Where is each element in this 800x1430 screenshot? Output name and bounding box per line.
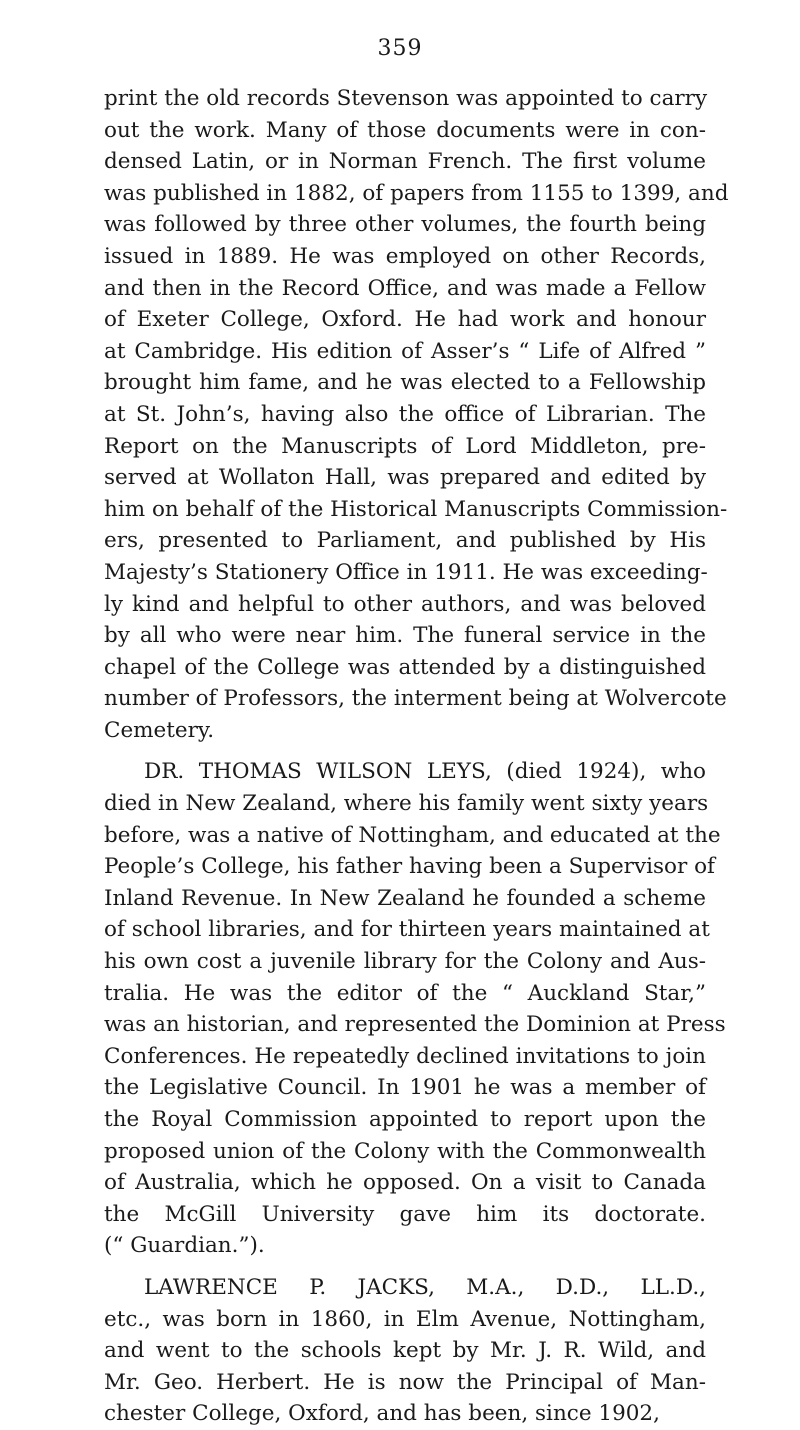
text-line: was followed by three other volumes, the fourth being: [104, 212, 706, 238]
text-line: ly kind and helpful to other authors, and was beloved: [104, 591, 706, 617]
paragraph-gap: [104, 746, 706, 756]
text-line: was an historian, and represented the Dominion at Press: [104, 1012, 726, 1038]
text-line: at Cambridge. His edition of Asser’s “ Life of Alfred ”: [104, 338, 706, 364]
text-line: densed Latin, or in Norman French. The first volume: [104, 149, 706, 175]
paragraph: [104, 756, 726, 1262]
text-line: issued in 1889. He was employed on other Records,: [104, 243, 706, 269]
text-line: tralia. He was the editor of the “ Auckland Star,”: [104, 980, 706, 1006]
text-line: brought him fame, and he was elected to a Fellowship: [104, 370, 706, 396]
text-line: the McGill University gave him its doctorate.: [104, 1201, 706, 1227]
body-text: [104, 83, 729, 1430]
paragraph-gap: [104, 1262, 706, 1272]
text-line: Mr. Geo. Herbert. He is now the Principal of Man-: [104, 1369, 706, 1395]
text-line: died in New Zealand, where his family went sixty years: [104, 791, 709, 817]
text-line: proposed union of the Colony with the Commonwealth: [104, 1138, 706, 1164]
text-line: by all who were near him. The funeral service in the: [104, 623, 706, 649]
paragraph: [104, 1272, 706, 1430]
text-line: print the old records Stevenson was appointed to carry: [104, 86, 708, 111]
text-line: chester College, Oxford, and has been, since 1902,: [104, 1401, 660, 1427]
text-line: served at Wollaton Hall, was prepared and edited by: [104, 465, 706, 491]
text-line: Inland Revenue. In New Zealand he founded a scheme: [104, 885, 706, 911]
text-line: out the work. Many of those documents were in con-: [104, 117, 706, 143]
text-line: his own cost a juvenile library for the Colony and Aus-: [104, 949, 706, 975]
paragraph: [104, 83, 729, 746]
text-line: number of Professors, the interment being at Wolvercote: [104, 686, 727, 712]
text-line: etc., was born in 1860, in Elm Avenue, Nottingham,: [104, 1306, 706, 1332]
text-line: Cemetery.: [104, 717, 215, 743]
text-line: the Legislative Council. In 1901 he was a member of: [104, 1075, 706, 1101]
text-line: chapel of the College was attended by a distinguished: [104, 654, 706, 680]
text-line: ers, presented to Parliament, and published by His: [104, 528, 706, 554]
text-line: and went to the schools kept by Mr. J. R. Wild, and: [104, 1338, 706, 1364]
text-line: (“ Guardian.”).: [104, 1233, 265, 1259]
text-line: was published in 1882, of papers from 1155 to 1399, and: [104, 180, 729, 206]
text-line: LAWRENCE P. JACKS, M.A., D.D., LL.D.,: [144, 1274, 706, 1300]
text-line: at St. John’s, having also the office of Librarian. The: [104, 401, 706, 427]
text-line: of school libraries, and for thirteen years maintained at: [104, 917, 710, 943]
text-line: him on behalf of the Historical Manuscripts Commission-: [104, 496, 728, 522]
text-line: Report on the Manuscripts of Lord Middleton, pre-: [104, 433, 706, 459]
text-line: the Royal Commission appointed to report upon the: [104, 1107, 706, 1132]
text-line: of Exeter College, Oxford. He had work and honour: [104, 307, 706, 333]
page-number: 359: [377, 36, 423, 61]
text-line: Majesty’s Stationery Office in 1911. He was exceeding-: [104, 559, 708, 585]
text-line: before, was a native of Nottingham, and educated at the: [104, 822, 721, 848]
text-line: and then in the Record Office, and was made a Fellow: [104, 275, 706, 301]
text-line: of Australia, which he opposed. On a visit to Canada: [104, 1170, 706, 1196]
text-line: People’s College, his father having been a Supervisor of: [104, 854, 715, 880]
text-line: Conferences. He repeatedly declined invitations to join: [104, 1043, 706, 1069]
text-line: DR. THOMAS WILSON LEYS, (died 1924), who: [144, 759, 706, 785]
